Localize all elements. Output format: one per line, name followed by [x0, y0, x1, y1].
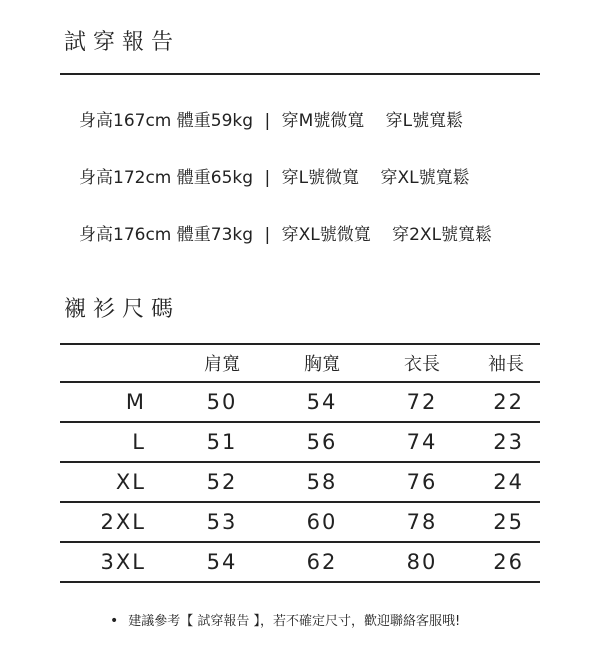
header-chest: 胸寬 [272, 344, 372, 382]
table-row [60, 382, 540, 422]
size-cell: 3XL [60, 542, 172, 582]
bullet-icon: • [110, 613, 119, 629]
size-chart-table [60, 343, 540, 583]
table-row [60, 422, 540, 462]
header-length: 衣長 [372, 344, 472, 382]
body-measurements: 身高167cm 體重59kg [79, 111, 254, 131]
size-cell: XL [60, 462, 172, 502]
fit-result-2: 穿L號寬鬆 [385, 111, 464, 131]
separator: | [264, 168, 271, 188]
length-cell: 78 [372, 502, 472, 542]
fit-result-2: 穿2XL號寬鬆 [392, 225, 493, 245]
shoulder-cell: 52 [172, 462, 272, 502]
sleeve-cell: 26 [472, 542, 540, 582]
chest-cell: 56 [272, 422, 372, 462]
fit-result-2: 穿XL號寬鬆 [380, 168, 470, 188]
size-cell: 2XL [60, 502, 172, 542]
shoulder-cell: 51 [172, 422, 272, 462]
separator: | [264, 111, 271, 131]
fit-report-title: 試穿報告 [64, 30, 181, 55]
body-measurements: 身高172cm 體重65kg [79, 168, 254, 188]
chest-cell: 60 [272, 502, 372, 542]
table-row [60, 542, 540, 582]
chest-cell: 54 [272, 382, 372, 422]
header-size [60, 344, 172, 382]
size-cell: M [60, 382, 172, 422]
fit-report-row [79, 220, 492, 245]
title-divider [60, 73, 540, 75]
chest-cell: 62 [272, 542, 372, 582]
sleeve-cell: 23 [472, 422, 540, 462]
table-row [60, 502, 540, 542]
separator: | [264, 225, 271, 245]
length-cell: 74 [372, 422, 472, 462]
length-cell: 80 [372, 542, 472, 582]
size-chart-title: 襯衫尺碼 [64, 297, 181, 322]
sleeve-cell: 25 [472, 502, 540, 542]
size-advice-note [110, 610, 460, 629]
chest-cell: 58 [272, 462, 372, 502]
length-cell: 72 [372, 382, 472, 422]
body-measurements: 身高176cm 體重73kg [79, 225, 254, 245]
note-text: 建議參考【 試穿報告 】，若不確定尺寸，歡迎聯絡客服哦! [128, 614, 461, 629]
sleeve-cell: 22 [472, 382, 540, 422]
length-cell: 76 [372, 462, 472, 502]
size-cell: L [60, 422, 172, 462]
shoulder-cell: 53 [172, 502, 272, 542]
shoulder-cell: 50 [172, 382, 272, 422]
fit-result-1: 穿L號微寬 [281, 168, 360, 188]
table-row [60, 462, 540, 502]
table-header-row [60, 344, 540, 382]
fit-report-row [79, 106, 463, 131]
header-sleeve: 袖長 [472, 344, 540, 382]
fit-result-1: 穿XL號微寬 [281, 225, 371, 245]
fit-report-row [79, 163, 470, 188]
fit-result-1: 穿M號微寬 [281, 111, 365, 131]
sleeve-cell: 24 [472, 462, 540, 502]
shoulder-cell: 54 [172, 542, 272, 582]
header-shoulder: 肩寬 [172, 344, 272, 382]
